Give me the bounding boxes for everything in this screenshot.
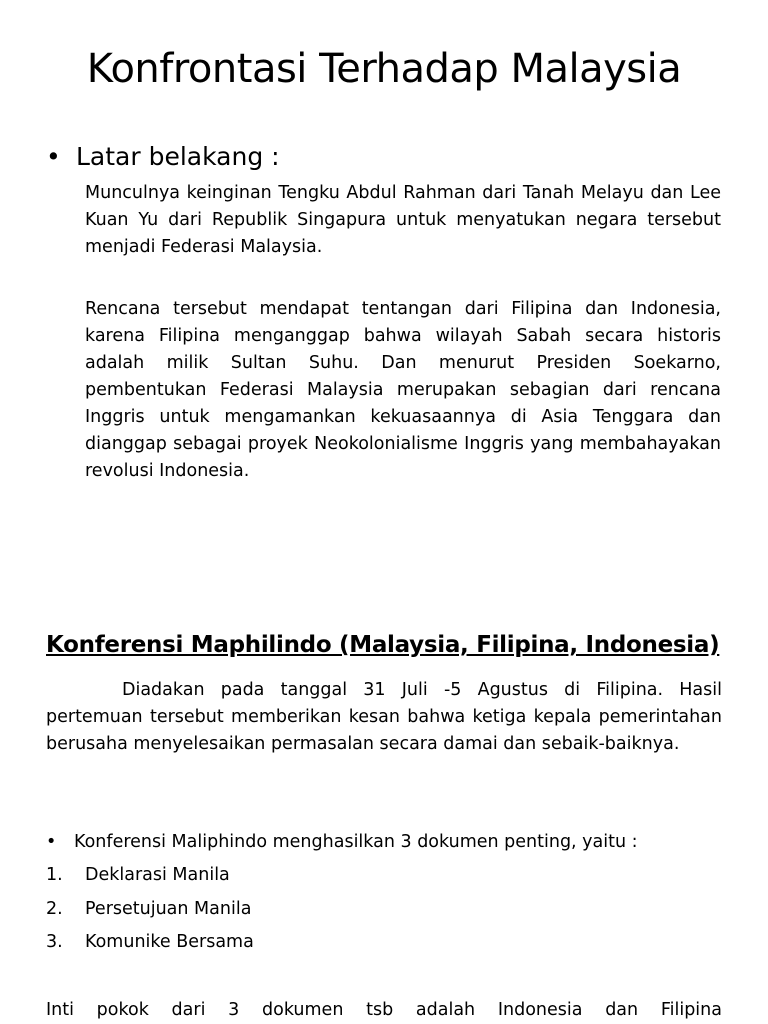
list-item bbox=[46, 929, 254, 963]
list-label: Deklarasi Manila bbox=[85, 865, 230, 885]
list-label: Komunike Bersama bbox=[85, 932, 254, 952]
list-number: 3. bbox=[46, 932, 63, 952]
page-title: Konfrontasi Terhadap Malaysia bbox=[86, 46, 682, 92]
background-label: Latar belakang : bbox=[76, 142, 280, 171]
list-label: Persetujuan Manila bbox=[85, 898, 252, 919]
list-number: 2. bbox=[46, 898, 63, 919]
list-item bbox=[46, 862, 254, 896]
background-bullet bbox=[46, 142, 280, 171]
documents-intro-bullet bbox=[46, 829, 638, 856]
documents-list bbox=[46, 862, 254, 963]
conference-paragraph: Diadakan pada tanggal 31 Juli -5 Agustus di Filipina. Hasil pertemuan tersebut memberikan kesan bahwa ketiga kepala pemerintahan berusaha menyelesaikan permasalan secara damai dan sebaik-baiknya. bbox=[46, 680, 722, 754]
background-paragraph-2: Rencana tersebut mendapat tentangan dari Filipina dan Indonesia, karena Filipina menganggap bahwa wilayah Sabah secara historis adalah milik Sultan Suhu. Dan menurut Presiden Soekarno, pembentukan Federasi Malaysia merupakan sebagian dari rencana Inggris untuk mengamankan kekuasaannya di Asia Tenggara dan dianggap sebagai proyek Neokolonialisme Inggris yang membahayakan revolusi Indonesia. bbox=[85, 299, 721, 481]
background-paragraph-1: Munculnya keinginan Tengku Abdul Rahman dari Tanah Melayu dan Lee Kuan Yu dari Republik Singapura untuk menyatukan negara tersebut menjadi Federasi Malaysia. bbox=[85, 183, 721, 257]
list-number: 1. bbox=[46, 865, 63, 885]
list-item bbox=[46, 896, 254, 930]
conference-heading: Konferensi Maphilindo (Malaysia, Filipina, Indonesia) bbox=[46, 632, 720, 658]
bullet-icon: • bbox=[46, 832, 57, 852]
documents-intro: Konferensi Maliphindo menghasilkan 3 dokumen penting, yaitu : bbox=[74, 832, 638, 852]
bullet-icon: • bbox=[46, 142, 61, 171]
conclusion-paragraph: Inti pokok dari 3 dokumen tsb adalah Indonesia dan Filipina bbox=[46, 1000, 722, 1020]
